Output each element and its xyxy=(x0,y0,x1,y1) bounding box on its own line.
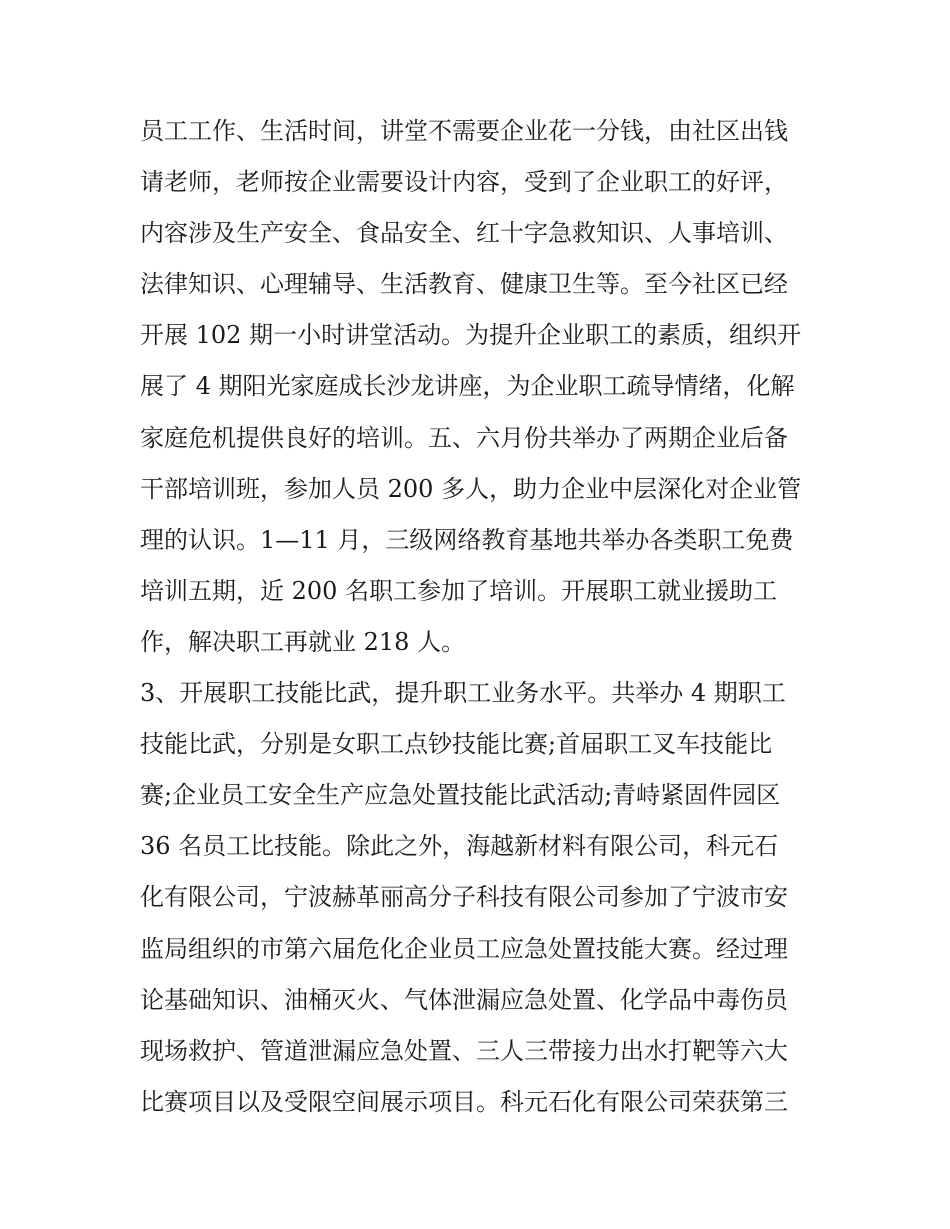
text-line: 干部培训班，参加人员 200 多人，助力企业中层深化对企业管 xyxy=(140,474,802,503)
text-line: 作，解决职工再就业 218 人。 xyxy=(140,627,466,656)
text-line: 技能比武，分别是女职工点钞技能比赛;首届职工叉车技能比 xyxy=(140,730,773,759)
text-line: 展了 4 期阳光家庭成长沙龙讲座，为企业职工疏导情绪，化解 xyxy=(140,372,795,401)
text-line: 36 名员工比技能。除此之外，海越新材料有限公司，科元石 xyxy=(140,832,779,861)
text-line: 培训五期，近 200 名职工参加了培训。开展职工就业援助工 xyxy=(140,576,778,605)
text-line: 内容涉及生产安全、食品安全、红十字急救知识、人事培训、 xyxy=(140,219,788,248)
text-line: 3、开展职工技能比武，提升职工业务水平。共举办 4 期职工 xyxy=(140,679,786,708)
text-line: 监局组织的市第六届危化企业员工应急处置技能大赛。经过理 xyxy=(140,934,788,963)
body-text xyxy=(140,106,820,1128)
text-line: 论基础知识、油桶灭火、气体泄漏应急处置、化学品中毒伤员 xyxy=(140,985,788,1014)
text-line: 比赛项目以及受限空间展示项目。科元石化有限公司荣获第三 xyxy=(140,1087,788,1116)
text-line: 开展 102 期一小时讲堂活动。为提升企业职工的素质，组织开 xyxy=(140,321,802,350)
text-line: 请老师，老师按企业需要设计内容，受到了企业职工的好评， xyxy=(140,168,788,197)
text-line: 赛;企业员工安全生产应急处置技能比武活动;青峙紧固件园区 xyxy=(140,781,781,810)
text-line: 员工工作、生活时间，讲堂不需要企业花一分钱，由社区出钱 xyxy=(140,117,788,145)
text-line: 化有限公司，宁波赫革丽高分子科技有限公司参加了宁波市安 xyxy=(140,883,788,912)
text-line: 法律知识、心理辅导、生活教育、健康卫生等。至今社区已经 xyxy=(140,270,788,299)
text-line: 理的认识。1—11 月，三级网络教育基地共举办各类职工免费 xyxy=(140,525,794,554)
text-line: 家庭危机提供良好的培训。五、六月份共举办了两期企业后备 xyxy=(140,423,788,452)
text-line: 现场救护、管道泄漏应急处置、三人三带接力出水打靶等六大 xyxy=(140,1036,788,1065)
